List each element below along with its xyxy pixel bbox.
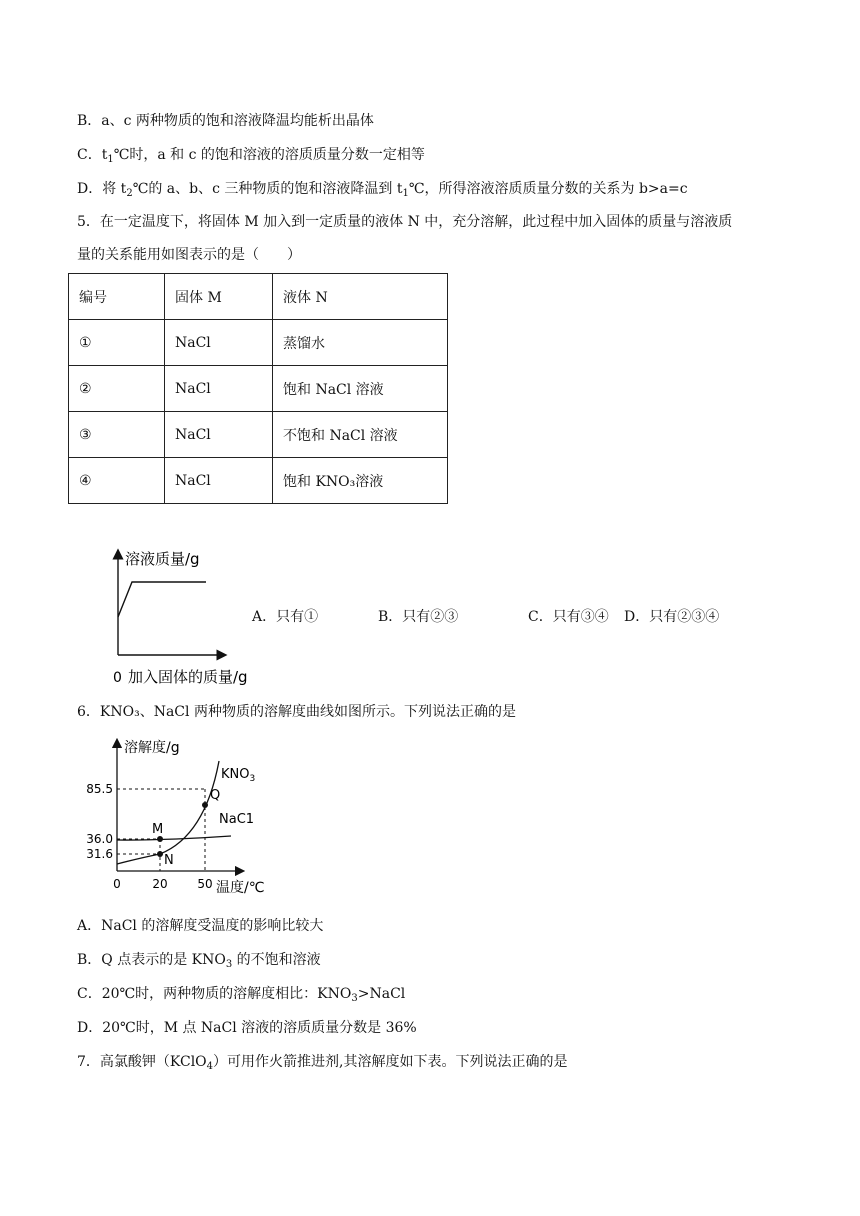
point-q: [202, 802, 208, 808]
table-cell: ④: [69, 458, 165, 504]
q4-option-b: B．a、c 两种物质的饱和溶液降温均能析出晶体: [77, 113, 374, 129]
point-n: [157, 851, 163, 857]
table-row: [69, 412, 448, 458]
point-label-n: N: [164, 853, 174, 868]
y-tick-label: 31.6: [86, 847, 113, 861]
table-cell: ①: [69, 320, 165, 366]
table-cell: NaCl: [165, 458, 273, 504]
table-row: [69, 366, 448, 412]
q5-option-b: B．只有②③: [378, 609, 459, 625]
nacl-series-label: NaC1: [219, 812, 255, 827]
kno3-series-label: $KNO_3$: [221, 767, 256, 784]
q5-option-d: D．只有②③④: [624, 609, 720, 625]
point-label-m: M: [152, 822, 164, 837]
table-row: [69, 458, 448, 504]
table-header-row: [69, 274, 448, 320]
x-tick-label: 0: [113, 877, 121, 891]
x-tick-label: 50: [197, 877, 213, 891]
q5-table: [68, 273, 448, 504]
table-cell: ②: [69, 366, 165, 412]
y-axis-label: 溶液质量/g: [125, 550, 200, 568]
y-tick-label: 36.0: [86, 832, 113, 846]
q7-stem: 7．高氯酸钾（KClO$_4$）可用作火箭推进剂,其溶解度如下表。下列说法正确的是: [77, 1054, 568, 1072]
table-cell: 饱和 KNO₃溶液: [273, 458, 448, 504]
q6-stem: 6．KNO₃、NaCl 两种物质的溶解度曲线如图所示。下列说法正确的是: [77, 704, 516, 720]
table-cell: NaCl: [165, 366, 273, 412]
q5-stem-line1: 5．在一定温度下，将固体 M 加入到一定质量的液体 N 中，充分溶解，此过程中加入固体的质量与溶液质: [77, 214, 733, 230]
table-cell: NaCl: [165, 320, 273, 366]
q6-option-b: B．Q 点表示的是 $KNO_3$ 的不饱和溶液: [77, 952, 321, 970]
table-cell: 不饱和 NaCl 溶液: [273, 412, 448, 458]
table-cell: 饱和 NaCl 溶液: [273, 366, 448, 412]
q4-option-c: C．$t_1℃$时，a 和 c 的饱和溶液的溶质质量分数一定相等: [77, 147, 425, 165]
nacl-curve: [117, 836, 231, 840]
solution-mass-line: [118, 582, 206, 617]
table-cell: NaCl: [165, 412, 273, 458]
origin-label: 0: [113, 670, 122, 686]
point-label-q: Q: [210, 788, 221, 803]
y-axis-label: 溶解度/g: [124, 740, 180, 756]
q6-solubility-chart: [70, 735, 290, 897]
q5-option-a: A．只有①: [252, 609, 319, 625]
q6-option-d: D．20℃时，M 点 NaCl 溶液的溶质质量分数是 36%: [77, 1020, 417, 1036]
q6-option-a: A．NaCl 的溶解度受温度的影响比较大: [77, 918, 324, 934]
q6-option-c: C．20℃时，两种物质的溶解度相比：$KNO_3>NaCl$: [77, 986, 406, 1004]
table-header: 编号: [69, 274, 165, 320]
y-tick-label: 85.5: [86, 782, 113, 796]
q5-graph: [100, 540, 260, 688]
table-row: [69, 320, 448, 366]
q4-option-d: D．将 $t_2℃$的 a、b、c 三种物质的饱和溶液降温到 $t_1℃$，所得溶液溶质质量分数的关系为 b>a=c: [77, 181, 688, 199]
x-axis-label: 加入固体的质量/g: [128, 668, 248, 686]
x-tick-label: 20: [152, 877, 168, 891]
table-header: 液体 N: [273, 274, 448, 320]
kno3-curve: [117, 761, 219, 864]
x-axis-label: 温度/℃: [216, 880, 265, 896]
table-header: 固体 M: [165, 274, 273, 320]
table-cell: ③: [69, 412, 165, 458]
table-cell: 蒸馏水: [273, 320, 448, 366]
q5-option-c: C．只有③④: [528, 609, 609, 625]
q5-stem-line2: 量的关系能用如图表示的是（ ）: [77, 247, 301, 263]
